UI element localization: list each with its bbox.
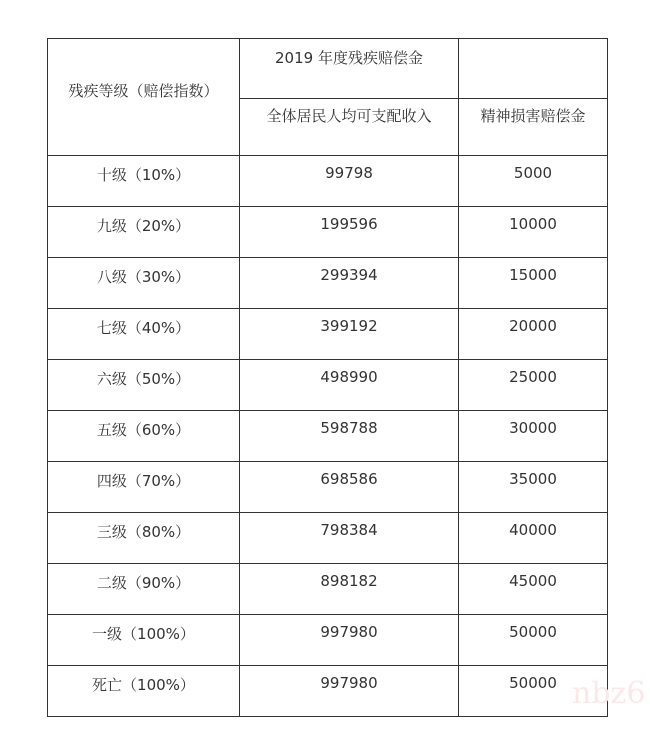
cell-mental: 45000 xyxy=(459,564,608,615)
table-row xyxy=(48,513,608,564)
header-income: 全体居民人均可支配收入 xyxy=(240,99,459,156)
cell-mental: 5000 xyxy=(459,156,608,207)
table-row xyxy=(48,411,608,462)
cell-mental: 25000 xyxy=(459,360,608,411)
cell-income: 299394 xyxy=(240,258,459,309)
cell-income: 598788 xyxy=(240,411,459,462)
cell-mental: 30000 xyxy=(459,411,608,462)
cell-income: 698586 xyxy=(240,462,459,513)
table-row xyxy=(48,666,608,717)
table-row xyxy=(48,615,608,666)
cell-income: 399192 xyxy=(240,309,459,360)
cell-grade: 五级（60%） xyxy=(48,411,240,462)
cell-grade: 死亡（100%） xyxy=(48,666,240,717)
header-empty xyxy=(459,39,608,99)
cell-grade: 三级（80%） xyxy=(48,513,240,564)
watermark: nbz6 xyxy=(572,676,646,711)
cell-income: 997980 xyxy=(240,666,459,717)
cell-income: 99798 xyxy=(240,156,459,207)
cell-mental: 40000 xyxy=(459,513,608,564)
cell-grade: 六级（50%） xyxy=(48,360,240,411)
cell-mental: 20000 xyxy=(459,309,608,360)
header-mental: 精神损害赔偿金 xyxy=(459,99,608,156)
cell-mental: 15000 xyxy=(459,258,608,309)
cell-grade: 四级（70%） xyxy=(48,462,240,513)
cell-grade: 九级（20%） xyxy=(48,207,240,258)
table-row xyxy=(48,564,608,615)
cell-mental: 50000 xyxy=(459,666,608,717)
cell-grade: 七级（40%） xyxy=(48,309,240,360)
header-grade: 残疾等级（赔偿指数） xyxy=(48,39,240,156)
cell-income: 997980 xyxy=(240,615,459,666)
cell-grade: 二级（90%） xyxy=(48,564,240,615)
cell-grade: 十级（10%） xyxy=(48,156,240,207)
cell-income: 498990 xyxy=(240,360,459,411)
cell-income: 199596 xyxy=(240,207,459,258)
cell-mental: 35000 xyxy=(459,462,608,513)
cell-mental: 10000 xyxy=(459,207,608,258)
cell-income: 898182 xyxy=(240,564,459,615)
table-row xyxy=(48,258,608,309)
table-row xyxy=(48,309,608,360)
table-row xyxy=(48,462,608,513)
table-row xyxy=(48,360,608,411)
cell-grade: 一级（100%） xyxy=(48,615,240,666)
header-row-1 xyxy=(48,39,608,99)
cell-income: 798384 xyxy=(240,513,459,564)
cell-grade: 八级（30%） xyxy=(48,258,240,309)
compensation-table xyxy=(47,38,608,717)
header-group-title: 2019 年度残疾赔偿金 xyxy=(240,39,459,99)
table-row xyxy=(48,156,608,207)
cell-mental: 50000 xyxy=(459,615,608,666)
table-row xyxy=(48,207,608,258)
